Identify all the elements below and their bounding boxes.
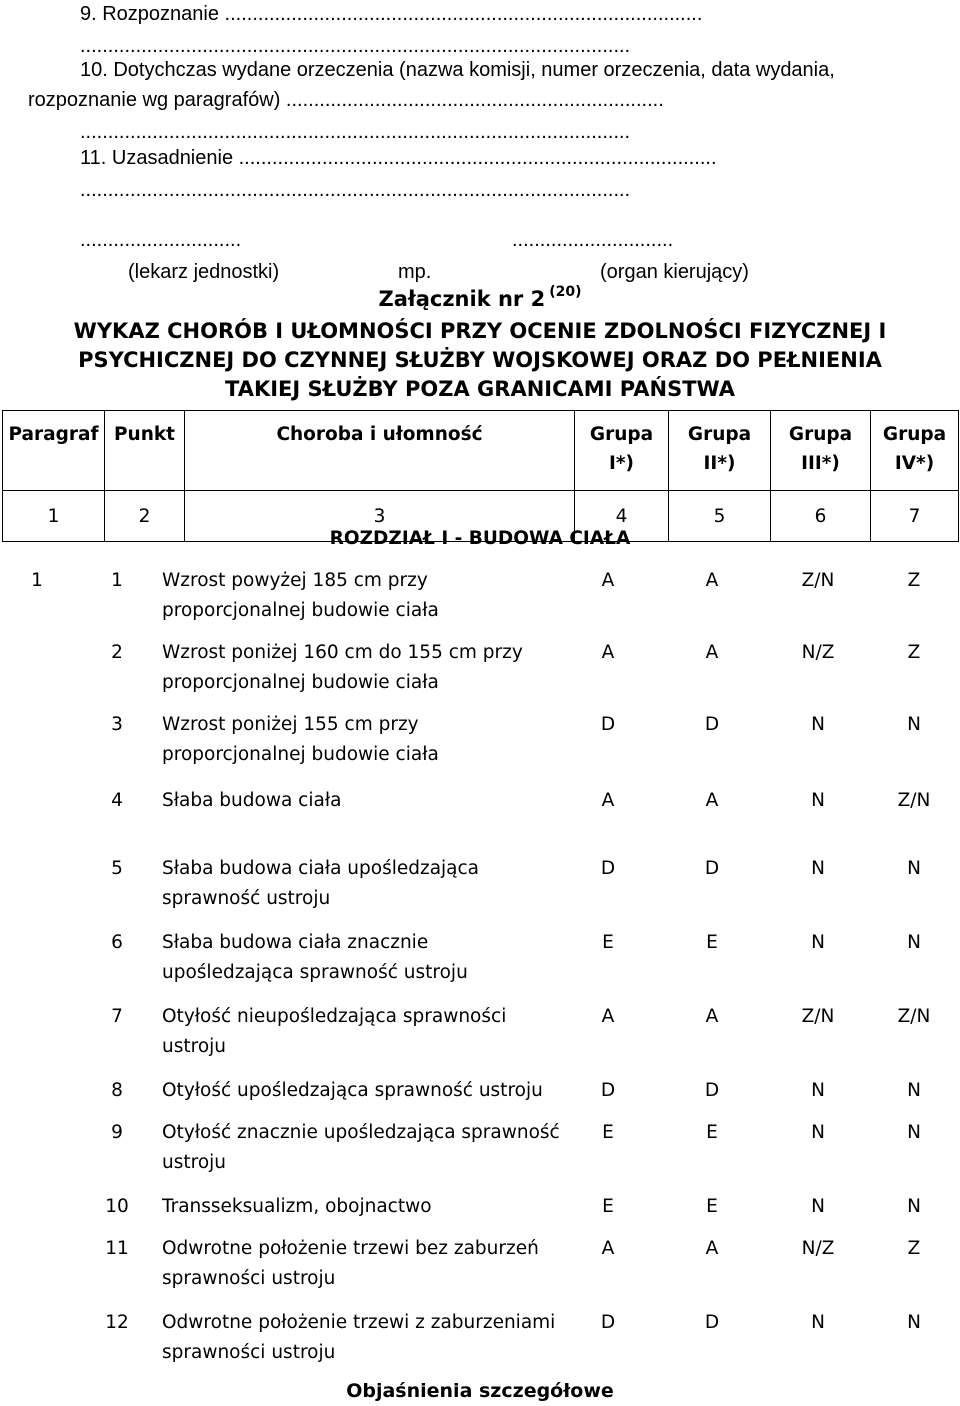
grupa-3-cell: N (811, 714, 825, 735)
grupa-3-cell: Z/N (801, 570, 835, 591)
description-cell: Transseksualizm, obojnactwo (162, 1196, 432, 1217)
title-line-1: WYKAZ CHORÓB I UŁOMNOŚCI PRZY OCENIE ZDOLNOŚCI FIZYCZNEJ I (73, 319, 887, 343)
header-grupa-1: Grupa I*) (575, 411, 669, 491)
description-cell: Wzrost poniżej 155 cm przy proporcjonalnej budowie ciała (162, 714, 439, 765)
column-number-1: 1 (3, 491, 105, 542)
uzasadnienie-line: 11. Uzasadnienie ...................................................................................... (80, 147, 717, 169)
grupa-2-cell: A (705, 790, 719, 811)
grupa-3-cell: Z/N (801, 1006, 835, 1027)
description-cell: Odwrotne położenie trzewi z zaburzeniami sprawności ustroju (162, 1312, 556, 1363)
grupa-1-cell: D (600, 714, 616, 735)
punkt-cell: 6 (111, 932, 123, 953)
grupa-2-cell: E (706, 1196, 718, 1217)
grupa-4-cell: Z (907, 642, 921, 663)
mp-label: mp. (398, 261, 432, 283)
grupa-2-cell: D (704, 1312, 720, 1333)
orzeczenia-cont-line: rozpoznanie wg paragrafów) .................................................................... (28, 89, 664, 111)
grupa-1-cell: A (601, 642, 615, 663)
grupa-2-cell: A (705, 642, 719, 663)
grupa-1-cell: A (601, 570, 615, 591)
column-number-2: 2 (105, 491, 185, 542)
grupa-1-cell: A (601, 790, 615, 811)
grupa-4-cell: N (907, 1312, 921, 1333)
punkt-cell: 4 (111, 790, 123, 811)
punkt-cell: 9 (111, 1122, 123, 1143)
organ-label: (organ kierujący) (600, 261, 749, 283)
punkt-cell: 1 (111, 570, 123, 591)
column-number-6: 6 (771, 491, 871, 542)
punkt-cell: 12 (105, 1312, 129, 1333)
paragraf-cell: 1 (31, 570, 43, 591)
footer-heading: Objaśnienia szczegółowe (346, 1380, 614, 1402)
grupa-4-cell: Z/N (897, 1006, 931, 1027)
grupa-1-cell: A (601, 1238, 615, 1259)
punkt-cell: 5 (111, 858, 123, 879)
description-cell: Odwrotne położenie trzewi bez zaburzeń sprawności ustroju (162, 1238, 539, 1289)
grupa-3-cell: N (811, 1196, 825, 1217)
orzeczenia-cont2-line: ................................................................................................... (80, 121, 631, 143)
grupa-3-cell: N/Z (801, 1238, 835, 1259)
punkt-cell: 2 (111, 642, 123, 663)
grupa-2-cell: A (705, 1238, 719, 1259)
header-grupa-3: Grupa III*) (771, 411, 871, 491)
grupa-2-cell: E (706, 932, 718, 953)
grupa-1-cell: E (602, 932, 614, 953)
title-line-3: TAKIEJ SŁUŻBY POZA GRANICAMI PAŃSTWA (225, 377, 735, 401)
punkt-cell: 10 (105, 1196, 129, 1217)
description-cell: Otyłość znacznie upośledzająca sprawność ustroju (162, 1122, 560, 1173)
grupa-2-cell: A (705, 570, 719, 591)
grupa-4-cell: N (907, 858, 921, 879)
description-cell: Otyłość upośledzająca sprawność ustroju (162, 1080, 543, 1101)
column-number-5: 5 (669, 491, 771, 542)
grupa-2-cell: D (704, 714, 720, 735)
grupa-2-cell: E (706, 1122, 718, 1143)
header-grupa-4: Grupa IV*) (871, 411, 959, 491)
description-cell: Słaba budowa ciała (162, 790, 342, 811)
signature-dots-left: ............................. (80, 229, 242, 251)
grupa-1-cell: A (601, 1006, 615, 1027)
header-choroba: Choroba i ułomność (185, 411, 575, 491)
grupa-3-cell: N (811, 932, 825, 953)
grupa-1-cell: D (600, 858, 616, 879)
grupa-3-cell: N (811, 1312, 825, 1333)
lekarz-label: (lekarz jednostki) (128, 261, 280, 283)
grupa-4-cell: Z (907, 1238, 921, 1259)
punkt-cell: 3 (111, 714, 123, 735)
grupa-4-cell: N (907, 932, 921, 953)
uzasadnienie-cont-line: ................................................................................................... (80, 179, 631, 201)
grupa-1-cell: E (602, 1122, 614, 1143)
grupa-4-cell: N (907, 1122, 921, 1143)
grupa-4-cell: Z/N (897, 790, 931, 811)
description-cell: Wzrost poniżej 160 cm do 155 cm przy proporcjonalnej budowie ciała (162, 642, 523, 693)
grupa-3-cell: N (811, 790, 825, 811)
grupa-4-cell: N (907, 1080, 921, 1101)
column-number-3: 3 (185, 491, 575, 542)
disease-table-header (2, 410, 959, 542)
grupa-1-cell: D (600, 1080, 616, 1101)
orzeczenia-line: 10. Dotychczas wydane orzeczenia (nazwa komisji, numer orzeczenia, data wydania, (80, 59, 835, 81)
annex-title (0, 284, 960, 317)
description-cell: Otyłość nieupośledzająca sprawności ustroju (162, 1006, 507, 1057)
title-line-2: PSYCHICZNEJ DO CZYNNEJ SŁUŻBY WOJSKOWEJ ORAZ DO PEŁNIENIA (78, 348, 882, 372)
annex-label: Załącznik nr 2 (378, 287, 546, 311)
grupa-2-cell: D (704, 1080, 720, 1101)
punkt-cell: 11 (105, 1238, 129, 1259)
description-cell: Słaba budowa ciała znacznie upośledzająca sprawność ustroju (162, 932, 468, 983)
grupa-1-cell: D (600, 1312, 616, 1333)
rozpoznanie-line: 9. Rozpoznanie ...................................................................................... (80, 3, 703, 25)
rozpoznanie-cont-line: ................................................................................................... (80, 35, 631, 57)
section-heading: ROZDZIAŁ I - BUDOWA CIAŁA (329, 528, 631, 549)
header-paragraf: Paragraf (3, 411, 105, 491)
grupa-3-cell: N (811, 1122, 825, 1143)
description-cell: Wzrost powyżej 185 cm przy proporcjonalnej budowie ciała (162, 570, 439, 621)
annex-ref: (20) (549, 284, 582, 300)
grupa-4-cell: Z (907, 570, 921, 591)
grupa-4-cell: N (907, 714, 921, 735)
grupa-1-cell: E (602, 1196, 614, 1217)
grupa-2-cell: A (705, 1006, 719, 1027)
punkt-cell: 7 (111, 1006, 123, 1027)
grupa-2-cell: D (704, 858, 720, 879)
header-grupa-2: Grupa II*) (669, 411, 771, 491)
punkt-cell: 8 (111, 1080, 123, 1101)
description-cell: Słaba budowa ciała upośledzająca sprawność ustroju (162, 858, 480, 909)
column-number-4: 4 (575, 491, 669, 542)
column-number-7: 7 (871, 491, 959, 542)
grupa-3-cell: N/Z (801, 642, 835, 663)
header-punkt: Punkt (105, 411, 185, 491)
signature-dots-right: ............................. (512, 229, 674, 251)
grupa-3-cell: N (811, 858, 825, 879)
grupa-4-cell: N (907, 1196, 921, 1217)
grupa-3-cell: N (811, 1080, 825, 1101)
